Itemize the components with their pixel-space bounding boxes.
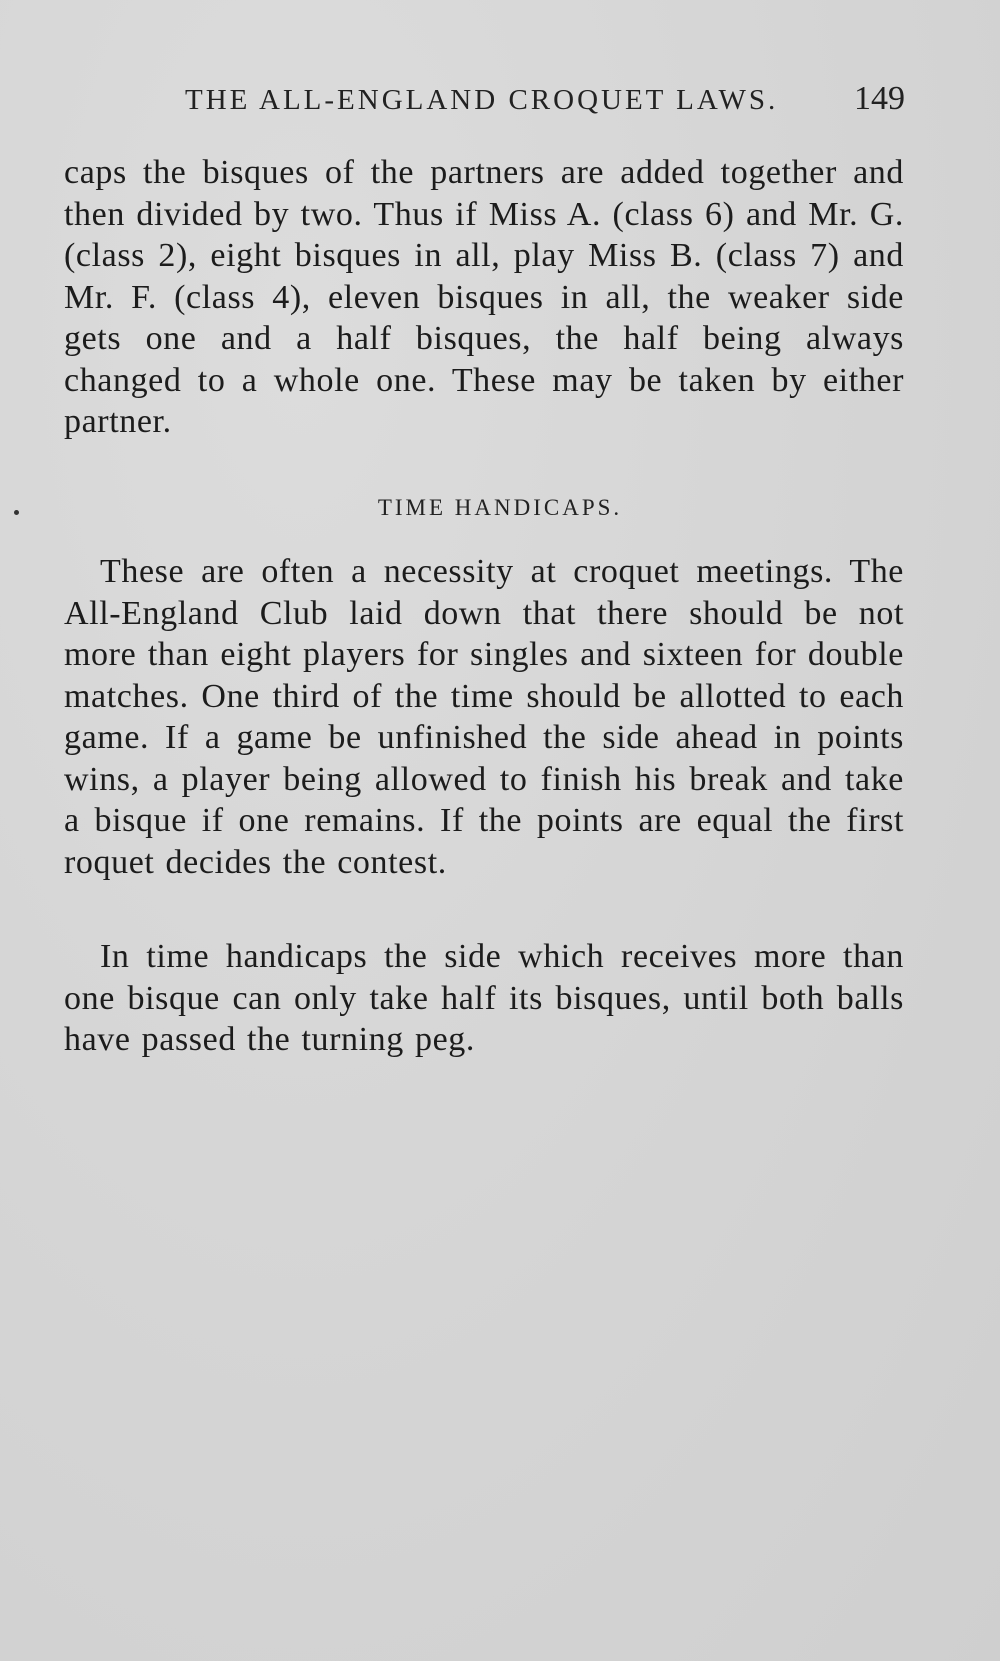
section-heading: TIME HANDICAPS.: [377, 495, 623, 520]
page-number: 149: [854, 80, 905, 117]
paragraph-block-1: [64, 152, 904, 443]
running-header: [185, 80, 905, 124]
paragraph-bisques-rule: In time handicaps the side which receives more than one bisque can only take half its bisques, until both balls have passed the turning peg.: [64, 938, 904, 1058]
paragraph-time-handicaps: These are often a necessity at croquet meetings. The All-England Club laid down that there should be not more than eight players for singles and sixteen for double matches. One third of the time should be allotted to each game. If a game be unfinished the side ahead in points wins, a player being allowed to finish his break and take a bisque if one remains. If the points are equal the first roquet decides the contest.: [64, 553, 904, 881]
running-title: THE ALL-ENGLAND CROQUET LAWS.: [185, 84, 779, 116]
paragraph-block-2: [64, 551, 904, 883]
paragraph-block-3: [64, 936, 904, 1061]
paragraph-continued: caps the bisques of the partners are added together and then divided by two. Thus if Miss A. (class 6) and Mr. G. (class 2), eight bisques in all, play Miss B. (class 7) and Mr. F. (class 4), eleven bisques in all, the weaker side gets one and a half bisques, the half being always changed to a whole one. These may be taken by either partner.: [64, 154, 904, 440]
